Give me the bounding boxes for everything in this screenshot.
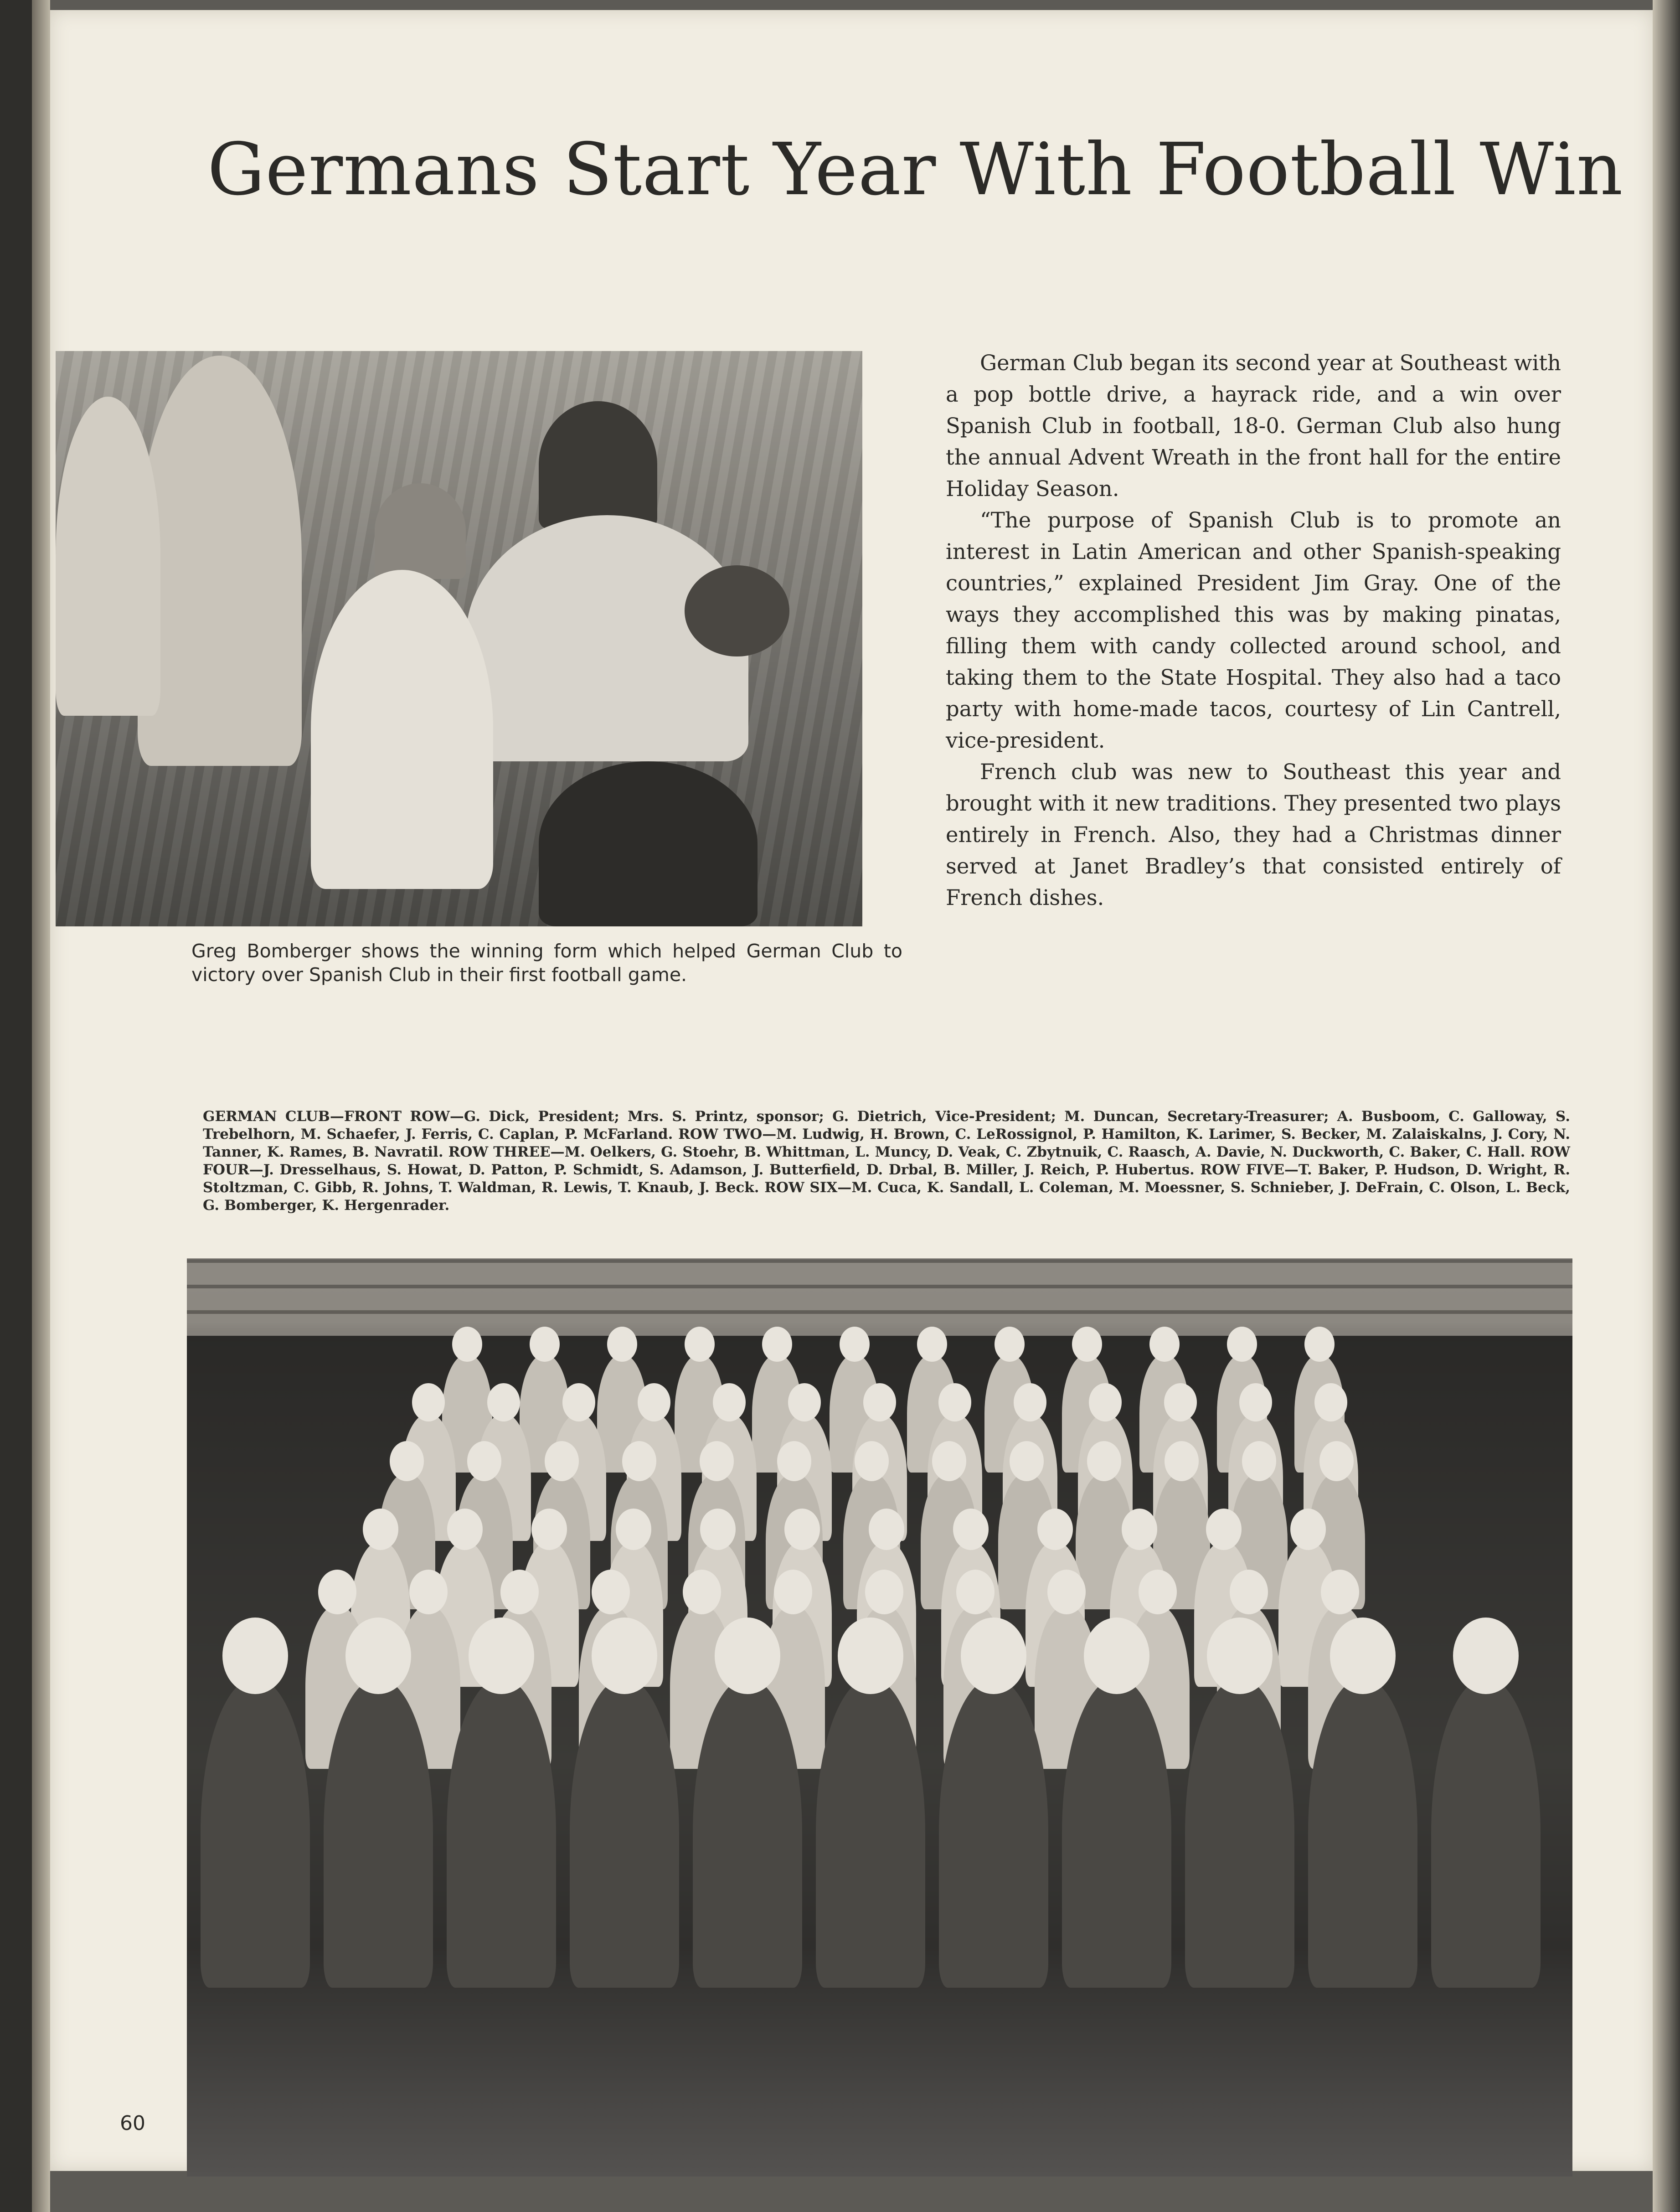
member-face <box>1290 1509 1326 1550</box>
member-face <box>638 1383 670 1421</box>
member-face <box>1149 1327 1180 1362</box>
member-face <box>500 1570 539 1614</box>
member-face <box>622 1441 656 1481</box>
member-face <box>953 1509 989 1550</box>
member-face <box>683 1570 721 1614</box>
member-face <box>855 1441 889 1481</box>
player-figure <box>311 570 493 889</box>
member-face <box>1230 1570 1268 1614</box>
member-face <box>1072 1327 1102 1362</box>
member-face <box>616 1509 651 1550</box>
member-face <box>412 1383 445 1421</box>
football <box>685 565 789 656</box>
member-face <box>932 1441 966 1481</box>
page-number: 60 <box>120 2112 145 2135</box>
member-figure <box>201 1678 310 1988</box>
player-figure <box>539 761 758 926</box>
player-figure <box>375 483 466 579</box>
page-gutter <box>32 0 50 2212</box>
member-face <box>777 1441 811 1481</box>
member-figure <box>939 1678 1048 1988</box>
member-face <box>452 1327 482 1362</box>
member-face <box>1314 1383 1347 1421</box>
member-figure <box>447 1678 556 1988</box>
member-face <box>1239 1383 1272 1421</box>
player-figure <box>138 356 302 766</box>
member-face <box>390 1441 424 1481</box>
member-face <box>409 1570 448 1614</box>
member-face <box>774 1570 812 1614</box>
member-figure <box>816 1678 925 1988</box>
member-face <box>1206 1509 1242 1550</box>
page-edge <box>1653 0 1680 2212</box>
member-face <box>469 1618 534 1694</box>
article-paragraph: “The purpose of Spanish Club is to promote an interest in Latin American and other Spanish-speaking countries,” explained President Jim Gray. One of the ways they accomplished this was by making pinatas, filling them with candy collected around school, and taking them to the State Hospital. They also had a taco party with home-made tacos, courtesy of Lin Cantrell, vice-president. <box>946 508 1561 753</box>
member-face <box>1014 1383 1046 1421</box>
member-face <box>1037 1509 1073 1550</box>
member-face <box>1122 1509 1157 1550</box>
member-face <box>838 1618 903 1694</box>
member-figure <box>570 1678 679 1988</box>
member-face <box>762 1327 792 1362</box>
member-face <box>1304 1327 1335 1362</box>
article-paragraph: German Club began its second year at Southeast with a pop bottle drive, a hayrack ride, and a win over Spanish Club in football, 18-0. German Club also hung the annual Advent Wreath in the front hall for the entire Holiday Season. <box>946 351 1561 501</box>
member-figure <box>1308 1678 1417 1988</box>
member-face <box>447 1509 483 1550</box>
member-face <box>1227 1327 1257 1362</box>
football-photo <box>56 351 862 926</box>
member-face <box>1089 1383 1122 1421</box>
member-face <box>1165 1441 1199 1481</box>
member-face <box>531 1509 567 1550</box>
yearbook-page <box>50 10 1653 2171</box>
member-face <box>607 1327 637 1362</box>
member-face <box>1164 1383 1197 1421</box>
member-face <box>1047 1570 1086 1614</box>
member-face <box>1330 1618 1396 1694</box>
member-figure <box>1185 1678 1294 1988</box>
player-figure <box>539 401 657 529</box>
member-face <box>713 1383 746 1421</box>
member-face <box>869 1509 904 1550</box>
member-face <box>467 1441 501 1481</box>
member-face <box>788 1383 821 1421</box>
member-figure <box>1062 1678 1171 1988</box>
member-face <box>1207 1618 1273 1694</box>
member-face <box>685 1327 715 1362</box>
member-face <box>840 1327 870 1362</box>
member-face <box>715 1618 780 1694</box>
member-face <box>865 1570 903 1614</box>
member-face <box>487 1383 520 1421</box>
member-face <box>1139 1570 1177 1614</box>
photo-caption: Greg Bomberger shows the winning form which helped German Club to victory over Spanish Club in their first football game. <box>191 940 902 986</box>
player-figure <box>56 397 160 716</box>
member-face <box>863 1383 896 1421</box>
article-body <box>946 347 1561 914</box>
article-paragraph: French club was new to Southeast this year and brought with it new traditions. They presented two plays entirely in French. Also, they had a Christmas dinner served at Janet Bradley’s that consisted entirely of French dishes. <box>946 760 1561 910</box>
member-face <box>363 1509 398 1550</box>
member-face <box>592 1618 657 1694</box>
member-face <box>562 1383 595 1421</box>
member-face <box>592 1570 630 1614</box>
member-face <box>784 1509 820 1550</box>
member-face <box>222 1618 288 1694</box>
member-face <box>1242 1441 1276 1481</box>
member-face <box>1087 1441 1121 1481</box>
club-roster: GERMAN CLUB—FRONT ROW—G. Dick, President; Mrs. S. Printz, sponsor; G. Dietrich, Vice-President; M. Duncan, Secretary-Treasurer; A. Busboom, C. Galloway, S. Trebelhorn, M. Schaefer, J. Ferris, C. Caplan, P. McFarland. ROW TWO—M. Ludwig, H. Brown, C. LeRossignol, P. Hamilton, K. Larimer, S. Becker, M. Zalaiskalns, J. Cory, N. Tanner, K. Rames, B. Navratil. ROW THREE—M. Oelkers, G. Stoehr, B. Whittman, L. Muncy, D. Veak, C. Zbytnuik, C. Raasch, A. Davie, N. Duckworth, C. Baker, C. Hall. ROW FOUR—J. Dresselhaus, S. Howat, D. Patton, P. Schmidt, S. Adamson, J. Butterfield, D. Drbal, B. Miller, J. Reich, P. Hubertus. ROW FIVE—T. Baker, P. Hudson, D. Wright, R. Stoltzman, C. Gibb, R. Johns, T. Waldman, R. Lewis, T. Knaub, J. Beck. ROW SIX—M. Cuca, K. Sandall, L. Coleman, M. Moessner, S. Schnieber, J. DeFrain, C. Olson, L. Beck, G. Bomberger, K. Hergenrader. <box>203 1108 1570 1214</box>
member-face <box>995 1327 1025 1362</box>
member-face <box>1319 1441 1354 1481</box>
brick-wall <box>187 1258 1572 1336</box>
member-face <box>1321 1570 1359 1614</box>
member-face <box>1010 1441 1044 1481</box>
member-face <box>530 1327 560 1362</box>
group-photo <box>187 1258 1572 2176</box>
page-headline: Germans Start Year With Football Win <box>207 128 1623 212</box>
member-figure <box>324 1678 433 1988</box>
member-face <box>1084 1618 1149 1694</box>
member-face <box>938 1383 971 1421</box>
member-face <box>961 1618 1026 1694</box>
member-figure <box>693 1678 802 1988</box>
member-face <box>700 1509 736 1550</box>
book-binding <box>0 0 32 2212</box>
member-face <box>956 1570 995 1614</box>
member-face <box>917 1327 947 1362</box>
member-figure <box>1431 1678 1541 1988</box>
member-face <box>1453 1618 1519 1694</box>
member-face <box>318 1570 356 1614</box>
member-face <box>545 1441 579 1481</box>
member-face <box>700 1441 734 1481</box>
member-face <box>345 1618 411 1694</box>
